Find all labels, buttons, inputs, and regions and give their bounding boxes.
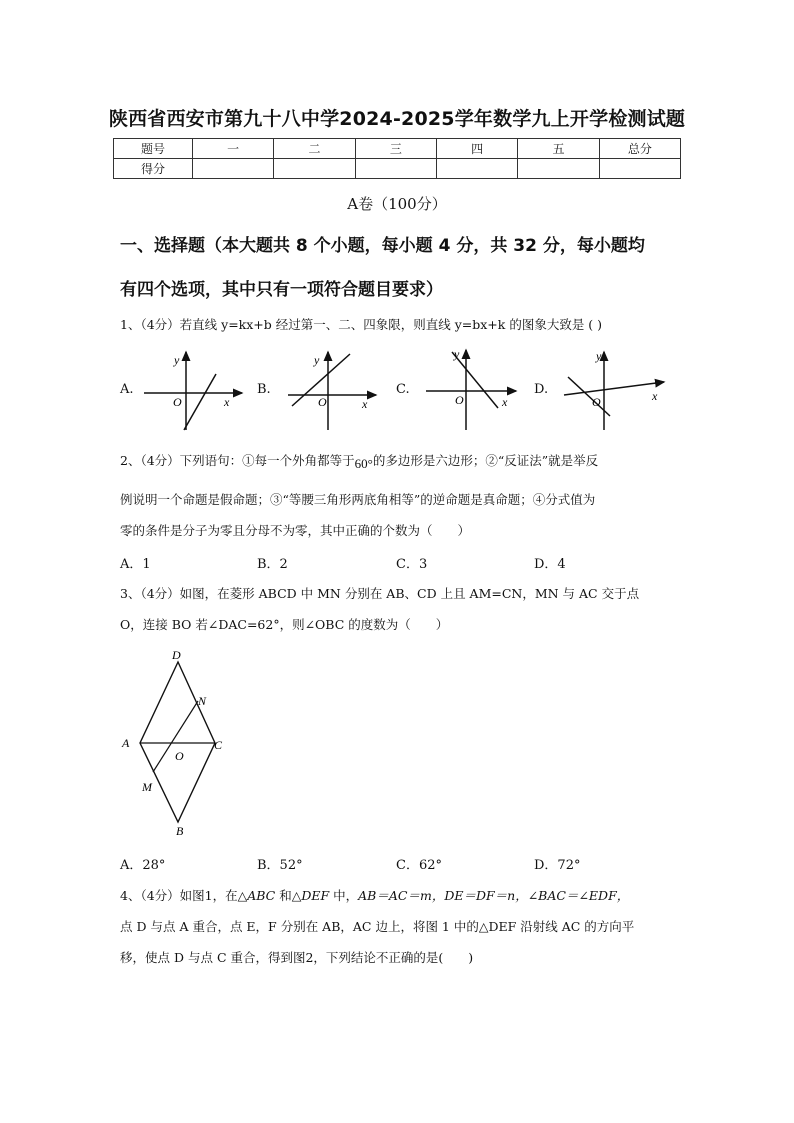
table-cell [193,159,274,179]
label-n: N [198,694,207,708]
q1-graph-c [422,344,522,434]
question-2-line2: 例说明一个命题是假命题；③“等腰三角形两底角相等”的逆命题是真命题；④分式值为 [120,492,596,507]
table-cell: 三 [355,139,436,159]
table-cell [274,159,355,179]
q1-option-a-label: A. [120,382,134,397]
page-title: 陕西省西安市第九十八中学2024-2025学年数学九上开学检测试题 [108,108,686,130]
question-3-line1: 3、（4分）如图，在菱形 ABCD 中 MN 分别在 AB、CD 上且 AM=CN，MN 与 AC 交于点 [120,586,640,601]
q4-text-part: 4、（4分）如图1，在△ [120,888,248,903]
section-title-line2: 有四个选项，其中只有一项符合题目要求） [120,280,443,300]
q3-option-a: A．28° [120,858,166,873]
rhombus-abcd [140,662,215,822]
x-axis-label: x [224,395,230,409]
label-o: O [175,749,184,763]
q4-triangle-abc: ABC [247,888,276,903]
q1-graph-d [560,344,670,434]
label-a: A [122,736,130,750]
table-cell: 题号 [114,139,193,159]
question-2-line1 [120,451,678,469]
q4-triangle-def: DEF [301,888,330,903]
table-cell: 总分 [599,139,680,159]
x-axis-label: x [652,389,658,403]
table-cell [436,159,517,179]
graph-line [184,374,216,430]
q3-option-b: B．52° [257,858,303,873]
y-axis-label: y [596,349,602,363]
q1-graph-b [284,344,384,434]
table-cell: 四 [436,139,517,159]
q2-text-part: 的多边形是六边形；②“反证法”就是举反 [372,453,599,468]
question-4-line3: 移，使点 D 与点 C 重合，得到图2，下列结论不正确的是( ) [120,950,474,965]
y-axis-label: y [174,353,180,367]
q1-option-b-label: B. [257,382,271,397]
q4-text-part: 和△ [275,888,302,903]
q2-option-c: C．3 [396,557,428,572]
section-heading: A卷（100分） [347,195,447,213]
x-axis-label: x [362,397,368,411]
table-cell: 得分 [114,159,193,179]
question-4-line1 [120,886,678,904]
table-cell: 二 [274,139,355,159]
table-cell [599,159,680,179]
section-title-line1: 一、选择题（本大题共 8 个小题，每小题 4 分，共 32 分，每小题均 [120,236,645,256]
score-table [113,138,681,179]
question-4-line2: 点 D 与点 A 重合，点 E，F 分别在 AB，AC 边上，将图 1 中的△DEF 沿射线 AC 的方向平 [120,919,635,934]
table-cell: 一 [193,139,274,159]
table-cell [355,159,436,179]
origin-label: O [592,395,601,409]
label-d: D [172,648,181,662]
x-axis-label: x [502,395,508,409]
label-c: C [214,738,223,752]
q3-option-d: D．72° [534,858,581,873]
q2-text-part: 2、（4分）下列语句：①每一个外角都等于 [120,453,355,468]
q1-option-c-label: C. [396,382,410,397]
table-row [114,139,681,159]
y-axis-label: y [454,347,460,361]
q1-option-d-label: D. [534,382,549,397]
table-row [114,159,681,179]
y-axis-label: y [314,353,320,367]
q3-rhombus-figure [118,646,233,841]
question-3-line2: O，连接 BO 若∠DAC=62°，则∠OBC 的度数为（ ） [120,617,449,632]
question-1-text: 1、（4分）若直线 y=kx+b 经过第一、二、四象限，则直线 y=bx+k 的图象大致是 ( ) [120,317,603,332]
question-2-line3: 零的条件是分子为零且分母不为零，其中正确的个数为（ ） [120,523,471,538]
q4-text-part: 中， [329,888,359,903]
q1-graph-a [140,344,250,434]
q2-option-b: B．2 [257,557,288,572]
q2-angle-value: 60° [354,456,373,471]
q2-option-d: D．4 [534,557,566,572]
label-m: M [142,780,152,794]
q3-option-c: C．62° [396,858,442,873]
label-b: B [176,824,184,838]
table-cell: 五 [518,139,599,159]
q4-conditions: AB＝AC＝m，DE＝DF＝n，∠BAC＝∠EDF， [358,888,630,903]
origin-label: O [318,395,327,409]
origin-label: O [173,395,182,409]
table-cell [518,159,599,179]
origin-label: O [455,393,464,407]
q2-option-a: A．1 [120,557,151,572]
